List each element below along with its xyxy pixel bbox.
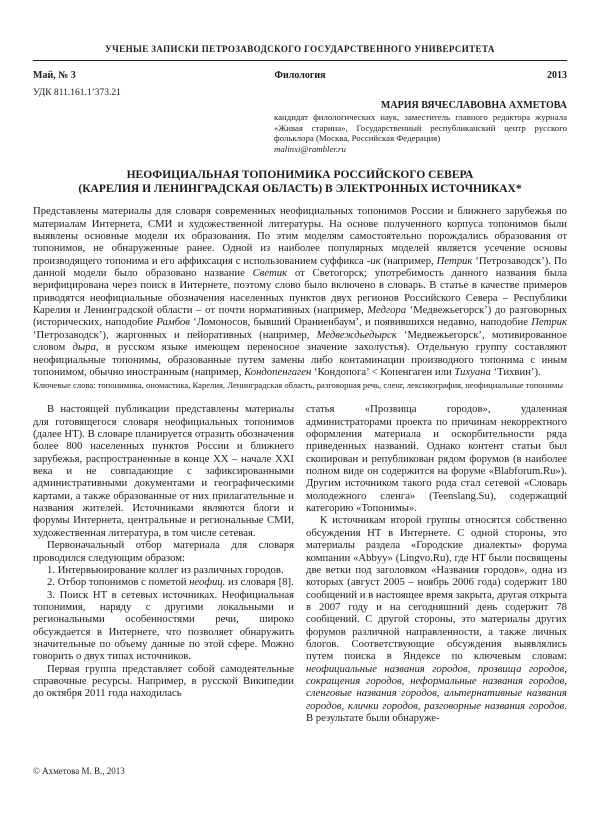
body-paragraph bbox=[33, 564, 294, 576]
body-paragraph bbox=[33, 663, 294, 700]
body-paragraph bbox=[33, 589, 294, 663]
author-email: malinxi@rambler.ru bbox=[274, 143, 346, 154]
text-run: Первоначальный отбор материала для словаря проводился следующим образом: bbox=[33, 539, 294, 564]
italic-run: неофициальные названия городов, прозвища городов, сокращения городов, неформальные названия городов, сленговые названия городов, альтернативные названия городов, клички городов, разговорные названия городов bbox=[306, 662, 567, 712]
body-paragraph bbox=[33, 576, 294, 588]
issue-label: Май, № 3 bbox=[33, 70, 76, 81]
text-run: из словаря [8]. bbox=[225, 576, 294, 589]
year-label: 2013 bbox=[547, 70, 567, 81]
text-run: ‘Тихвин’). bbox=[490, 365, 541, 378]
udk-code: УДК 811.161.1’373.21 bbox=[33, 88, 121, 98]
section-label: Филология bbox=[274, 70, 326, 81]
body-column-right bbox=[306, 403, 567, 724]
header-divider bbox=[33, 60, 567, 61]
text-run: ‘Кондопога’ < Копенгаген или bbox=[311, 365, 455, 378]
text-run: Первая группа представляет собой самодеятельные справочные ресурсы. Например, в русской Википедии до октября 2011 года находилась bbox=[33, 662, 294, 700]
author-block bbox=[274, 100, 567, 154]
text-run: 2. Отбор топонимов с пометой bbox=[47, 576, 190, 589]
issue-row bbox=[33, 70, 567, 81]
copyright-notice: © Ахметова М. В., 2013 bbox=[33, 766, 125, 776]
italic-run: Рамбов bbox=[156, 316, 190, 329]
text-run: , в русском языке имеющем переносное значение захолустья). Отдельную группу составляют неофициальные топонимы, образованные путем замены либо контаминации производного топонима с иным топонимом, обычно иностранным (например, bbox=[33, 341, 567, 378]
body-column-left bbox=[33, 403, 294, 724]
italic-run: Светик bbox=[252, 267, 288, 280]
text-run: . В результате были обнаруже- bbox=[306, 699, 567, 724]
article-title-line2: (КАРЕЛИЯ И ЛЕНИНГРАДСКАЯ ОБЛАСТЬ) В ЭЛЕКТРОННЫХ ИСТОЧНИКАХ* bbox=[78, 182, 522, 195]
body-paragraph bbox=[33, 539, 294, 564]
keywords-line: Ключевые слова: топонимика, ономастика, Карелия, Ленинградская область, разговорная речь, сленг, лексикография, неофициальные топонимы bbox=[33, 380, 564, 391]
text-run: ‘Петрозаводск’), жаргонных и пейоративных (например, bbox=[33, 328, 317, 341]
journal-title: УЧЕНЫЕ ЗАПИСКИ ПЕТРОЗАВОДСКОГО ГОСУДАРСТВЕННОГО УНИВЕРСИТЕТА bbox=[105, 44, 495, 54]
text-run: от Светогорск; употребимость данного названия была верифицирована через поиск в Интернете, поэтому слово было включено в словарь. В статье в качестве примеров приводятся неофициальные обозначения населенных пунктов двух регионов Российского Севера – Республики Карелия и Ленинградской области – от почти нормативных (например, bbox=[33, 267, 567, 317]
article-title bbox=[33, 169, 567, 196]
text-run: Представлены материалы для словаря современных неофициальных топонимов России и ближнего зарубежья по материалам Интернета, СМИ и художественной литературы. На основе полученного корпуса топонимов были выявлены основные модели их образования. По этим моделям самостоятельно порождались образования от топонимов, не обнаруженные ранее. Одной из наиболее популярных моделей является усечение основы производящего топонима и его аффиксация с использованием суффикса bbox=[33, 205, 567, 267]
italic-run: дыра bbox=[72, 341, 96, 354]
body-columns bbox=[33, 403, 567, 724]
text-run: ‘Медвежьегорск’, мотивированное словом bbox=[33, 328, 567, 354]
author-affiliation: кандидат филологических наук, заместитель главного редактора журнала «Живая старина», Государственный республиканский центр русского фольклора (Москва, Российская Федерация) bbox=[274, 112, 567, 144]
article-title-line1: НЕОФИЦИАЛЬНАЯ ТОПОНИМИКА РОССИЙСКОГО СЕВЕРА bbox=[126, 169, 474, 182]
text-run: (например, bbox=[380, 254, 437, 267]
text-run: ‘Петрозаводск’). По данной модели было образовано название bbox=[33, 254, 567, 280]
body-paragraph bbox=[33, 403, 294, 539]
italic-run: Петрик bbox=[436, 254, 473, 267]
text-run: К источникам второй группы относятся собственно обсуждения НТ в Интернете. С одной стороны, это материалы раздела «Городские диалекты» форума компании «Abbyy» (Lingvo.Ru), где НТ были посвящены две ветки под заголовком «Названия городов», одна из которых (август 2005 – ноябрь 2006 года) содержит 180 сообщений и в настоящее время закрыта, другая открыта в 2007 году и на сегодняшний день содержит 78 сообщений. С другой стороны, это материалы других форумов различной направленности, а также личных блогов. Соответствующие обсуждения выявлялись путем поиска в Яндексе по ключевым словам: bbox=[306, 514, 567, 663]
body-paragraph bbox=[306, 403, 567, 514]
italic-run: Медгора bbox=[367, 304, 407, 317]
page-content bbox=[33, 0, 567, 724]
italic-run: Петрик bbox=[531, 316, 568, 329]
italic-run: -ик bbox=[366, 254, 381, 267]
text-run: ‘Ломоносов, бывший Ораниенбаум’, и появившихся недавно, наподобие bbox=[189, 316, 532, 329]
italic-run: Кондопенгаген bbox=[244, 365, 312, 378]
abstract-text bbox=[33, 205, 567, 378]
italic-run: Медвеждьедырск bbox=[316, 328, 397, 341]
text-run: 1. Интервьюирование коллег из различных городов. bbox=[47, 563, 284, 576]
body-paragraph bbox=[306, 514, 567, 724]
text-run: В настоящей публикации представлены материалы для готовящегося словаря неофициальных топонимов (далее НТ). В словаре планируется отразить обозначения более 800 населенных пунктов России и ближнего зарубежья, распространенные в конце XX – начале XXI века и не совпадающие с зафиксированными административными документами и географическими картами, а также образованные от них прилагательные и названия жителей. Источниками являются блоги и форумы Интернета, центральные и региональные СМИ, художественная литература, в том числе сетевая. bbox=[33, 403, 294, 539]
italic-run: неофиц. bbox=[189, 576, 226, 589]
text-run: ‘Медвежьегорск’) до разговорных (исторических, наподобие bbox=[33, 304, 567, 329]
text-run: статья «Прозвища городов», удаленная администраторами проекта по причинам некорректного оформления материала и оскорбительности ряда приведенных названий. Однако контент статьи был скопирован и републикован рядом форумов (в наиболее полном виде он содержится на форуме «Blabforum.Ru»). Другим источником такого рода стал сетевой «Словарь молодежного сленга» (Teenslang.Su), содержащий категорию «Топонимы». bbox=[306, 403, 567, 515]
author-name: МАРИЯ ВЯЧЕСЛАВОВНА АХМЕТОВА bbox=[380, 100, 567, 111]
italic-run: Тихуана bbox=[454, 365, 491, 378]
text-run: 3. Поиск НТ в сетевых источниках. Неофициальная топонимия, наряду с другими локальными и региональными особенностями речи, широко обсуждается в Интернете, что позволяет обнаружить значительные по объему данные по этой сфере. Можно говорить о двух типах источников. bbox=[33, 588, 294, 663]
